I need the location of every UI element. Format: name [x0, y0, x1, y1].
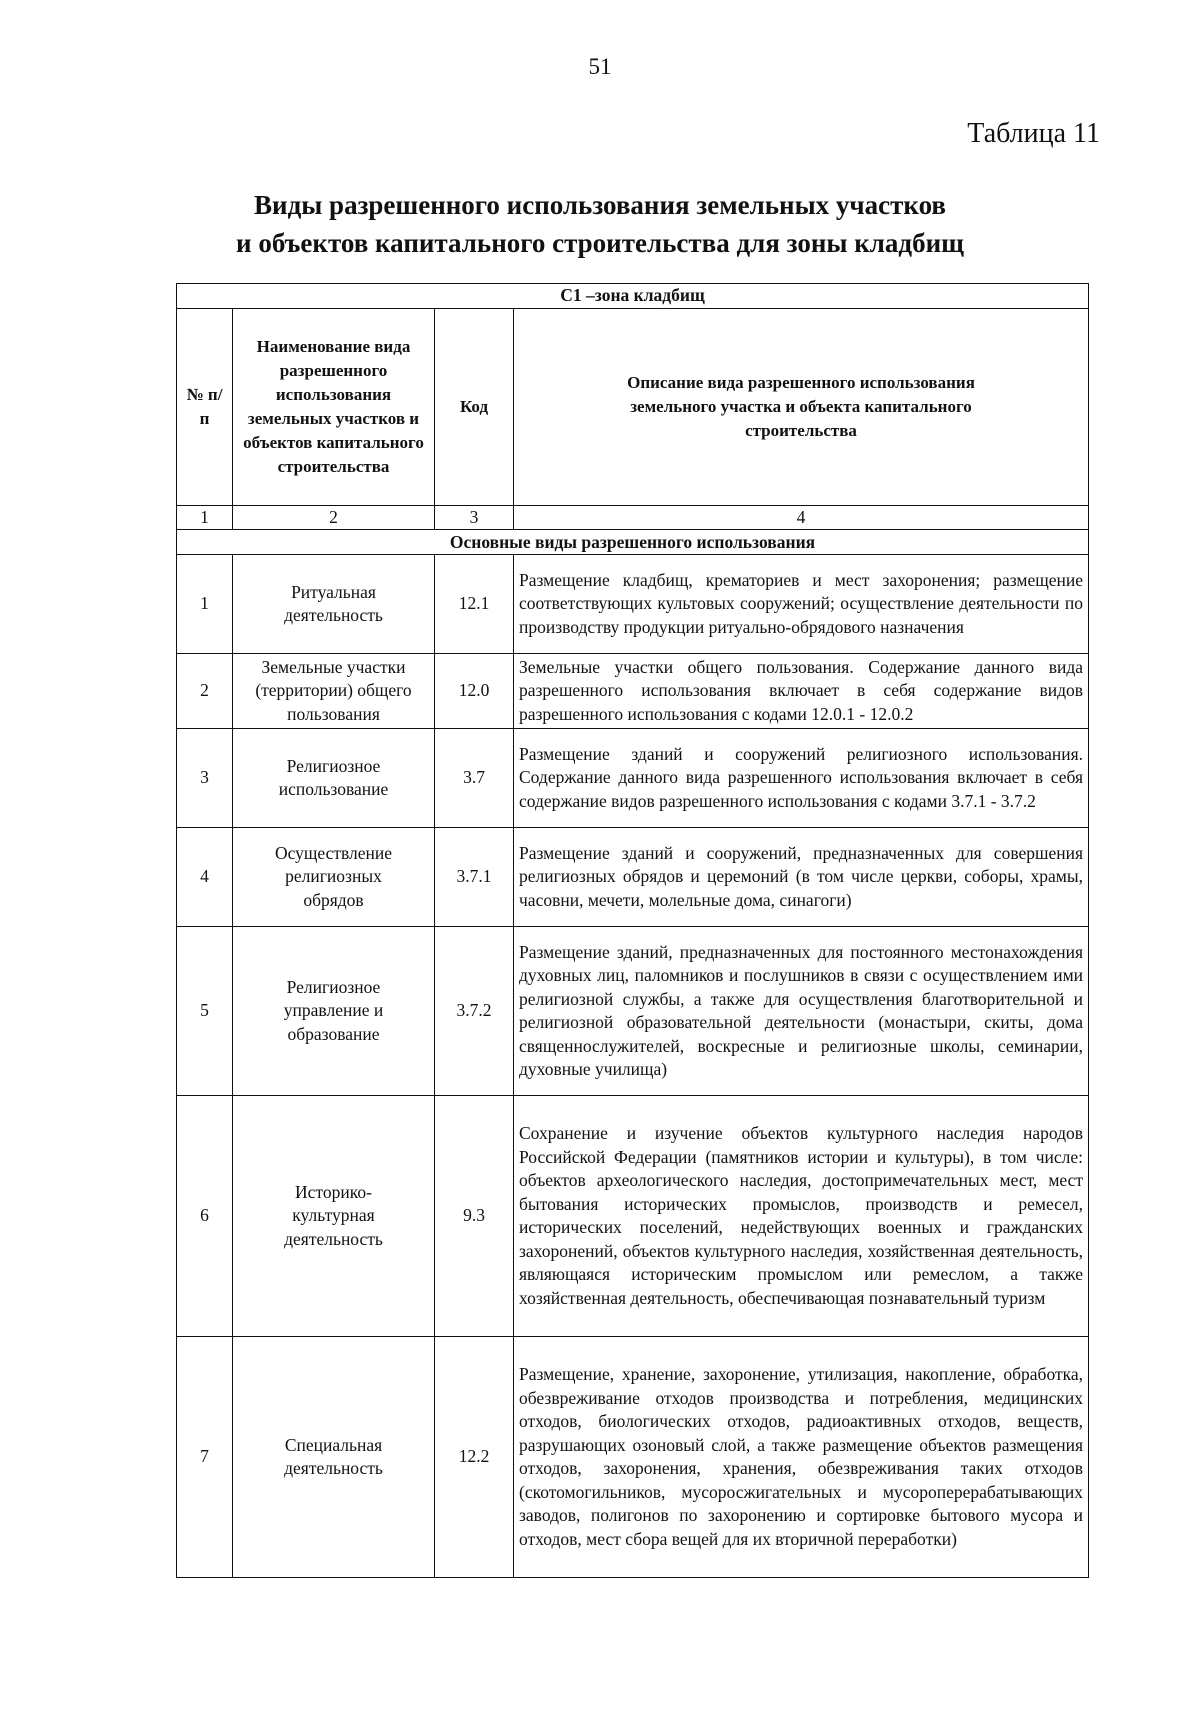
section-row	[177, 530, 1089, 555]
column-number: 2	[233, 506, 435, 530]
row-name: Осуществление религиозных обрядов	[233, 828, 435, 927]
row-desc: Земельные участки общего пользования. Содержание данного вида разрешенного использования включает в себя содержание видов разрешенного использования с кодами 12.0.1 - 12.0.2	[514, 654, 1089, 729]
row-num: 7	[177, 1337, 233, 1578]
table-row	[177, 654, 1089, 729]
row-desc: Размещение зданий и сооружений, предназначенных для совершения религиозных обрядов и церемоний (в том числе церкви, соборы, храмы, часовни, мечети, молельные дома, синагоги)	[514, 828, 1089, 927]
zone-header: С1 –зона кладбищ	[177, 284, 1089, 309]
header-desc: Описание вида разрешенного использования земельного участка и объекта капитального строительства	[514, 309, 1089, 506]
document-title-line-1: Виды разрешенного использования земельных участков	[254, 190, 946, 220]
row-name: Земельные участки (территории) общего пользования	[233, 654, 435, 729]
row-code: 12.0	[435, 654, 514, 729]
row-desc: Сохранение и изучение объектов культурного наследия народов Российской Федерации (памятников истории и культуры), в том числе: объектов археологического наследия, достопримечательных мест, мест бытования исторических промыслов, производств и ремесел, исторических поселений, недействующих военных и гражданских захоронений, объектов культурного наследия, хозяйственная деятельность, являющаяся историческим промыслом или ремеслом, а также хозяйственная деятельность, обеспечивающая познавательный туризм	[514, 1096, 1089, 1337]
row-num: 1	[177, 555, 233, 654]
header-num: № п/п	[177, 309, 233, 506]
document-title-line-2: и объектов капитального строительства для зоны кладбищ	[236, 228, 964, 258]
land-use-table	[176, 283, 1089, 1578]
zone-header-row	[177, 284, 1089, 309]
row-num: 5	[177, 927, 233, 1096]
row-desc: Размещение зданий и сооружений религиозного использования. Содержание данного вида разрешенного использования включает в себя содержание видов разрешенного использования с кодами 3.7.1 - 3.7.2	[514, 729, 1089, 828]
row-num: 2	[177, 654, 233, 729]
row-desc: Размещение, хранение, захоронение, утилизация, накопление, обработка, обезвреживание отходов производства и потребления, медицинских отходов, биологических отходов, радиоактивных отходов, веществ, разрушающих озоновый слой, а также размещение объектов размещения отходов, захоронения, хранения, обезвреживания таких отходов (скотомогильников, мусоросжигательных и мусороперерабатывающих заводов, полигонов по захоронению и сортировке бытового мусора и отходов, мест сбора вещей для их вторичной переработки)	[514, 1337, 1089, 1578]
header-name: Наименование вида разрешенного использования земельных участков и объектов капитального строительства	[233, 309, 435, 506]
table-row	[177, 927, 1089, 1096]
table-row	[177, 1096, 1089, 1337]
row-name: Историко-культурная деятельность	[233, 1096, 435, 1337]
header-row	[177, 309, 1089, 506]
row-name: Религиозное использование	[233, 729, 435, 828]
row-code: 3.7.1	[435, 828, 514, 927]
section-title: Основные виды разрешенного использования	[177, 530, 1089, 555]
document-title	[0, 186, 1200, 262]
column-number: 3	[435, 506, 514, 530]
row-code: 9.3	[435, 1096, 514, 1337]
row-name: Специальная деятельность	[233, 1337, 435, 1578]
row-num: 3	[177, 729, 233, 828]
row-code: 12.2	[435, 1337, 514, 1578]
column-number: 1	[177, 506, 233, 530]
row-desc: Размещение зданий, предназначенных для постоянного местонахождения духовных лиц, паломников и послушников в связи с осуществлением ими религиозной службы, а также для осуществления благотворительной и религиозной образовательной деятельности (монастыри, скиты, дома священнослужителей, воскресные и религиозные школы, семинарии, духовные училища)	[514, 927, 1089, 1096]
row-name: Ритуальная деятельность	[233, 555, 435, 654]
column-number: 4	[514, 506, 1089, 530]
row-code: 3.7.2	[435, 927, 514, 1096]
row-desc: Размещение кладбищ, крематориев и мест захоронения; размещение соответствующих культовых сооружений; осуществление деятельности по производству продукции ритуально-обрядового назначения	[514, 555, 1089, 654]
column-number-row	[177, 506, 1089, 530]
table-row	[177, 1337, 1089, 1578]
table-row	[177, 729, 1089, 828]
row-code: 12.1	[435, 555, 514, 654]
table-row	[177, 555, 1089, 654]
row-name: Религиозное управление и образование	[233, 927, 435, 1096]
row-num: 6	[177, 1096, 233, 1337]
row-code: 3.7	[435, 729, 514, 828]
table-label: Таблица 11	[967, 118, 1100, 149]
header-code: Код	[435, 309, 514, 506]
table-row	[177, 828, 1089, 927]
page-number: 51	[588, 54, 612, 79]
row-num: 4	[177, 828, 233, 927]
